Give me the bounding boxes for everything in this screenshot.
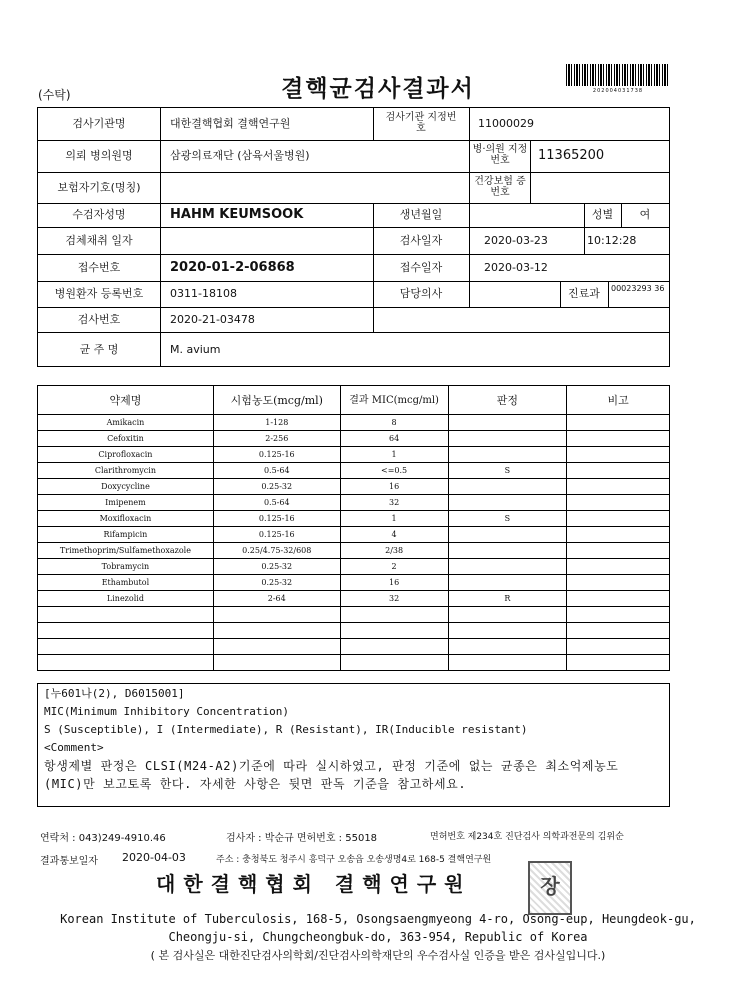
test-date-label: 검사일자 — [399, 234, 443, 247]
specimen-date-label: 검체채취 일자 — [65, 234, 133, 247]
range-cell — [213, 623, 340, 639]
interpretation-cell: S — [448, 463, 567, 479]
official-seal: 장 — [528, 861, 572, 915]
results-header-row — [38, 386, 670, 415]
doctor-label: 담당의사 — [399, 287, 443, 300]
mic-cell: 4 — [340, 527, 448, 543]
note-cell — [567, 575, 670, 591]
mic-cell: 2/38 — [340, 543, 448, 559]
receipt-date-value: 2020-03-12 — [484, 261, 548, 274]
patient-value: HAHM KEUMSOOK — [170, 207, 304, 222]
drug-cell: Amikacin — [38, 415, 214, 431]
mic-cell: 8 — [340, 415, 448, 431]
result-row — [38, 559, 670, 575]
test-no-label: 검사번호 — [77, 313, 121, 326]
drug-cell — [38, 607, 214, 623]
institution-label: 검사기관명 — [72, 117, 126, 130]
range-cell: 0.25-32 — [213, 575, 340, 591]
drug-cell: Imipenem — [38, 495, 214, 511]
note-cell — [567, 415, 670, 431]
address-en-line2: Cheongju-si, Chungcheongbuk-do, 363-954, Republic of Korea — [168, 930, 588, 944]
result-row — [38, 591, 670, 607]
barcode-text: 202004031738 — [592, 88, 644, 94]
mic-cell — [340, 655, 448, 671]
note-cell — [567, 639, 670, 655]
interpretation-cell: R — [448, 591, 567, 607]
note-cell — [567, 655, 670, 671]
drug-cell: Moxifloxacin — [38, 511, 214, 527]
health-no-label: 건강보험 증번호 — [474, 176, 526, 198]
mic-cell: <=0.5 — [340, 463, 448, 479]
range-cell: 2-256 — [213, 431, 340, 447]
receipt-label: (수탁) — [38, 88, 71, 102]
result-row — [38, 511, 670, 527]
barcode — [566, 64, 670, 86]
institution-value: 대한결핵협회 결핵연구원 — [170, 117, 291, 130]
notes-box — [37, 683, 670, 807]
note-cell — [567, 527, 670, 543]
mic-cell: 16 — [340, 479, 448, 495]
mic-cell: 2 — [340, 559, 448, 575]
sex-value: 여 — [639, 208, 651, 221]
result-row — [38, 447, 670, 463]
inst-no-label: 검사기관 지정번호 — [385, 112, 457, 134]
range-cell — [213, 655, 340, 671]
col-interpretation: 판정 — [448, 386, 567, 415]
hospital-id-value: 0311-18108 — [170, 287, 237, 300]
receipt-no-value: 2020-01-2-06868 — [170, 260, 295, 275]
interpretation-cell — [448, 447, 567, 463]
drug-cell: Ciprofloxacin — [38, 447, 214, 463]
mic-cell: 16 — [340, 575, 448, 591]
organization-name: 대한결핵협회 결핵연구원 — [156, 872, 472, 896]
note-comment-heading: <Comment> — [44, 741, 104, 754]
note-cell — [567, 543, 670, 559]
note-mic: MIC(Minimum Inhibitory Concentration) — [44, 705, 290, 718]
range-cell: 0.25-32 — [213, 559, 340, 575]
mic-cell — [340, 607, 448, 623]
mic-cell: 32 — [340, 591, 448, 607]
clinic-no-value: 11365200 — [538, 148, 605, 163]
note-cell — [567, 431, 670, 447]
range-cell: 0.125-16 — [213, 527, 340, 543]
range-cell: 1-128 — [213, 415, 340, 431]
interpretation-cell — [448, 527, 567, 543]
req-label: 의뢰 병의원명 — [65, 149, 133, 162]
range-cell: 0.125-16 — [213, 511, 340, 527]
info-block — [37, 107, 670, 367]
interpretation-cell — [448, 639, 567, 655]
address-en-line1: Korean Institute of Tuberculosis, 168-5, Osongsaengmyeong 4-ro, Osong-eup, Heungdeok-gu, — [60, 912, 696, 926]
note-comment-2: (MIC)만 보고토록 한다. 자세한 사항은 뒷면 판독 기준을 참고하세요. — [44, 777, 467, 791]
note-cell — [567, 607, 670, 623]
organism-label: 균 주 명 — [79, 343, 119, 356]
range-cell — [213, 607, 340, 623]
report-date-value: 2020-04-03 — [122, 851, 186, 864]
interpretation-cell: S — [448, 511, 567, 527]
test-date-value: 2020-03-23 — [484, 234, 548, 247]
inst-no-value: 11000029 — [478, 117, 534, 130]
result-row — [38, 415, 670, 431]
result-row — [38, 607, 670, 623]
drug-cell: Ethambutol — [38, 575, 214, 591]
examiner-info: 검사자 : 박순규 면허번호 : 55018 — [226, 833, 378, 844]
mic-cell: 1 — [340, 447, 448, 463]
receipt-no-label: 접수번호 — [77, 261, 121, 274]
result-row — [38, 655, 670, 671]
patient-label: 수검자성명 — [72, 208, 126, 221]
insurer-label: 보험자기호(명칭) — [57, 181, 141, 194]
hospital-id-label: 병원환자 등록번호 — [54, 287, 144, 300]
interpretation-cell — [448, 575, 567, 591]
drug-cell: Doxycycline — [38, 479, 214, 495]
drug-cell: Rifampicin — [38, 527, 214, 543]
range-cell: 0.5-64 — [213, 495, 340, 511]
note-cell — [567, 511, 670, 527]
drug-cell: Linezolid — [38, 591, 214, 607]
result-row — [38, 495, 670, 511]
req-value: 삼광의료재단 (삼육서울병원) — [170, 149, 310, 162]
note-cell — [567, 495, 670, 511]
result-row — [38, 479, 670, 495]
range-cell: 0.25-32 — [213, 479, 340, 495]
test-no-value: 2020-21-03478 — [170, 313, 255, 326]
interpretation-cell — [448, 415, 567, 431]
note-legend: S (Susceptible), I (Intermediate), R (Resistant), IR(Inducible resistant) — [44, 723, 528, 736]
range-cell: 0.25/4.75-32/608 — [213, 543, 340, 559]
mic-cell — [340, 639, 448, 655]
susceptibility-table — [37, 385, 670, 671]
drug-cell — [38, 639, 214, 655]
col-drug: 약제명 — [38, 386, 214, 415]
organism-value: M. avium — [170, 343, 221, 356]
interpretation-cell — [448, 655, 567, 671]
drug-cell: Trimethoprim/Sulfamethoxazole — [38, 543, 214, 559]
mic-cell: 32 — [340, 495, 448, 511]
interpretation-cell — [448, 479, 567, 495]
note-cell — [567, 623, 670, 639]
result-row — [38, 431, 670, 447]
drug-cell — [38, 655, 214, 671]
dept-value: 00023293 36 — [611, 284, 665, 293]
page-title: 결핵균검사결과서 — [281, 75, 475, 102]
mic-cell: 1 — [340, 511, 448, 527]
note-cell — [567, 463, 670, 479]
note-comment-1: 항생제별 판정은 CLSI(M24-A2)기준에 따라 실시하였고, 판정 기준에 없는 균종은 최소억제농도 — [44, 759, 619, 773]
note-cell — [567, 447, 670, 463]
interpretation-cell — [448, 559, 567, 575]
range-cell: 2-64 — [213, 591, 340, 607]
receipt-date-label: 접수일자 — [399, 261, 443, 274]
result-row — [38, 639, 670, 655]
result-row — [38, 623, 670, 639]
drug-cell — [38, 623, 214, 639]
range-cell: 0.125-16 — [213, 447, 340, 463]
note-code: [누601나(2), D6015001] — [44, 687, 185, 700]
result-row — [38, 575, 670, 591]
interpretation-cell — [448, 495, 567, 511]
interpretation-cell — [448, 607, 567, 623]
range-cell — [213, 639, 340, 655]
col-range: 시험농도(mcg/ml) — [213, 386, 340, 415]
report-date-label: 결과통보일자 — [40, 856, 98, 867]
test-time-value: 10:12:28 — [587, 234, 637, 247]
specialist-info: 면허번호 제234호 진단검사 의학과전문의 김위순 — [430, 832, 624, 842]
sex-label: 성별 — [591, 208, 614, 221]
address-kr: 주소 : 충청북도 청주시 흥덕구 오송읍 오송생명4로 168-5 결핵연구원 — [216, 855, 492, 865]
range-cell: 0.5-64 — [213, 463, 340, 479]
interpretation-cell — [448, 431, 567, 447]
drug-cell: Clarithromycin — [38, 463, 214, 479]
col-note: 비고 — [567, 386, 670, 415]
note-cell — [567, 479, 670, 495]
clinic-no-label: 병·의원 지정번호 — [472, 144, 528, 166]
contact-info: 연락처 : 043)249-4910.46 — [40, 833, 166, 844]
interpretation-cell — [448, 623, 567, 639]
interpretation-cell — [448, 543, 567, 559]
result-row — [38, 527, 670, 543]
note-cell — [567, 559, 670, 575]
note-cell — [567, 591, 670, 607]
result-row — [38, 463, 670, 479]
col-mic: 결과 MIC(mcg/ml) — [340, 386, 448, 415]
dob-label: 생년월일 — [399, 208, 443, 221]
certification-note: ( 본 검사실은 대한진단검사의학회/진단검사의학재단의 우수검사실 인증을 받은 검사실입니다.) — [150, 949, 606, 962]
mic-cell — [340, 623, 448, 639]
mic-cell: 64 — [340, 431, 448, 447]
result-row — [38, 543, 670, 559]
dept-label: 진료과 — [568, 287, 600, 300]
drug-cell: Cefoxitin — [38, 431, 214, 447]
drug-cell: Tobramycin — [38, 559, 214, 575]
